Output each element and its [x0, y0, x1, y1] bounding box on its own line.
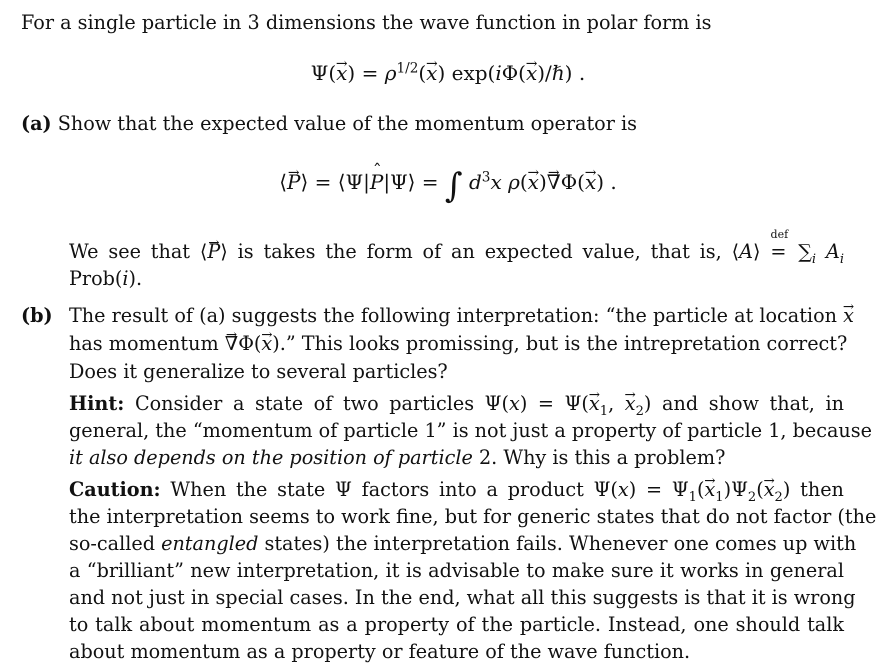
part-b-line3: Does it generalize to several particles? [69, 360, 448, 383]
entangled-term: entangled [161, 532, 259, 555]
caution-line4: a “brilliant” new interpretation, it is advisable to make sure it works in general [69, 559, 844, 582]
part-b-line1: The result of (a) suggests the following interpretation: “the particle at location → x [69, 305, 844, 327]
part-a-text: Show that the expected value of the momentum operator is [57, 112, 637, 135]
part-b-label: (b) [21, 304, 53, 327]
caution-line2: the interpretation seems to work fine, but for generic states that do not factor (the [69, 505, 877, 528]
caution-label: Caution: [69, 478, 161, 501]
hint-line2: general, the “momentum of particle 1” is not just a property of particle 1, because [69, 419, 872, 442]
part-a-note-line2: Prob(i). [69, 267, 143, 290]
caution-line1: Caution: When the state Ψ factors into a product $\Psi(x) = \Psi_1(\to x_1)\Psi_2(\to x_2)$ then [69, 479, 844, 501]
hint-line3 [69, 447, 725, 469]
equation-momentum: ⟨→ P⟩ = ⟨Ψ|ˆ P|Ψ⟩ = ∫ $d^3x$ ρ(→ x)→ ∇Φ(→ x) . [0, 170, 896, 198]
caution-line6: to talk about momentum as a property of the particle. Instead, one should talk [69, 613, 844, 636]
intro-text: For a single particle in 3 dimensions the wave function in polar form is [21, 11, 712, 34]
hint-line3-italic: it also depends on the position of particle [69, 446, 473, 469]
part-a-label: (a) [21, 112, 52, 135]
hint-line1: Hint: Consider a state of two particles $\Psi(x) = \Psi(\to x_1$, → $x_2$) and show that, in [69, 393, 844, 415]
hint-line3-rest: 2. Why is this a problem? [478, 446, 726, 469]
caution-line7: about momentum as a property or feature of the wave function. [69, 640, 691, 663]
hint-label: Hint: [69, 392, 125, 415]
caution-line3: so-called entangled states) the interpretation fails. Whenever one comes up with [69, 532, 857, 555]
part-b-line2: has momentum → ∇Φ(→ x).” This looks promissing, but is the intrepretation correct? [69, 333, 844, 355]
caution-line5: and not just in special cases. In the end, what all this suggests is that it is wrong [69, 586, 856, 609]
part-a-heading [21, 113, 637, 135]
equation-wavefunction: $\Psi(\to x) = \rho^{1/2}(\to x)$ exp(iΦ(→ x)/ℏ) . [0, 61, 896, 85]
part-a-note-line1: We see that ⟨→ P⟩ is takes the form of an expected value, that is, ⟨A⟩ def = $\sum_i$ $A_i$ [69, 241, 844, 263]
